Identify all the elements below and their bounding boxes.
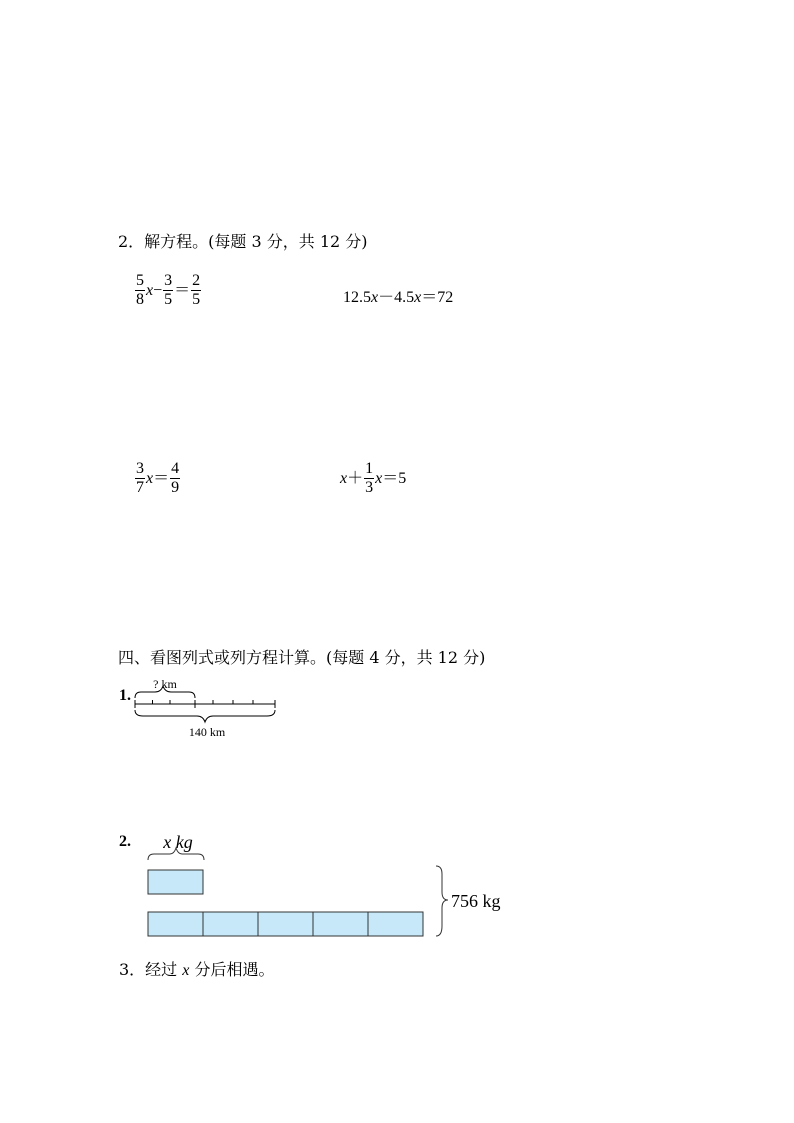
bar-segment [258, 912, 313, 936]
total-label: 140 km [188, 725, 226, 739]
equation-4: x＋ $\frac{1}{3}$ x＝5 [340, 460, 407, 496]
question-2-title: 2．解方程。(每题 3 分，共 12 分) [118, 232, 368, 251]
bar-segment [313, 912, 368, 936]
equation-1: $\frac{5}{8}$ x− $\frac{3}{5}$ ＝ $\frac{2}{5}$ [136, 272, 201, 308]
fraction: $\frac{3}{5}$ [164, 272, 173, 308]
total-label: 756 kg [451, 891, 501, 911]
bar-segment [148, 912, 203, 936]
total-brace [135, 710, 275, 722]
question-2-label: 2. [119, 833, 131, 850]
distance-line-diagram [125, 678, 285, 742]
fraction: $\frac{4}{9}$ [171, 460, 180, 496]
part-label: ? km [153, 678, 177, 691]
fraction: $\frac{2}{5}$ [192, 272, 201, 308]
fraction: $\frac{1}{3}$ [365, 460, 374, 496]
fraction: $\frac{5}{8}$ [136, 272, 144, 308]
bar-segment [368, 912, 423, 936]
var-label: x kg [163, 832, 193, 852]
bar-segment [203, 912, 258, 936]
equation-2: 12.5x－4.5x＝72 [343, 289, 454, 306]
fraction: $\frac{3}{7}$ [136, 460, 144, 496]
total-brace [436, 866, 448, 936]
question-3: 3．经过 x 分后相遇。 [119, 960, 275, 979]
single-bar [148, 870, 203, 894]
weight-bar-diagram [140, 828, 520, 942]
question-1-label: 1. [119, 687, 131, 704]
equation-3: $\frac{3}{7}$ x＝ $\frac{4}{9}$ [136, 460, 180, 496]
section-4-title: 四、看图列式或列方程计算。(每题 4 分，共 12 分) [118, 648, 486, 667]
